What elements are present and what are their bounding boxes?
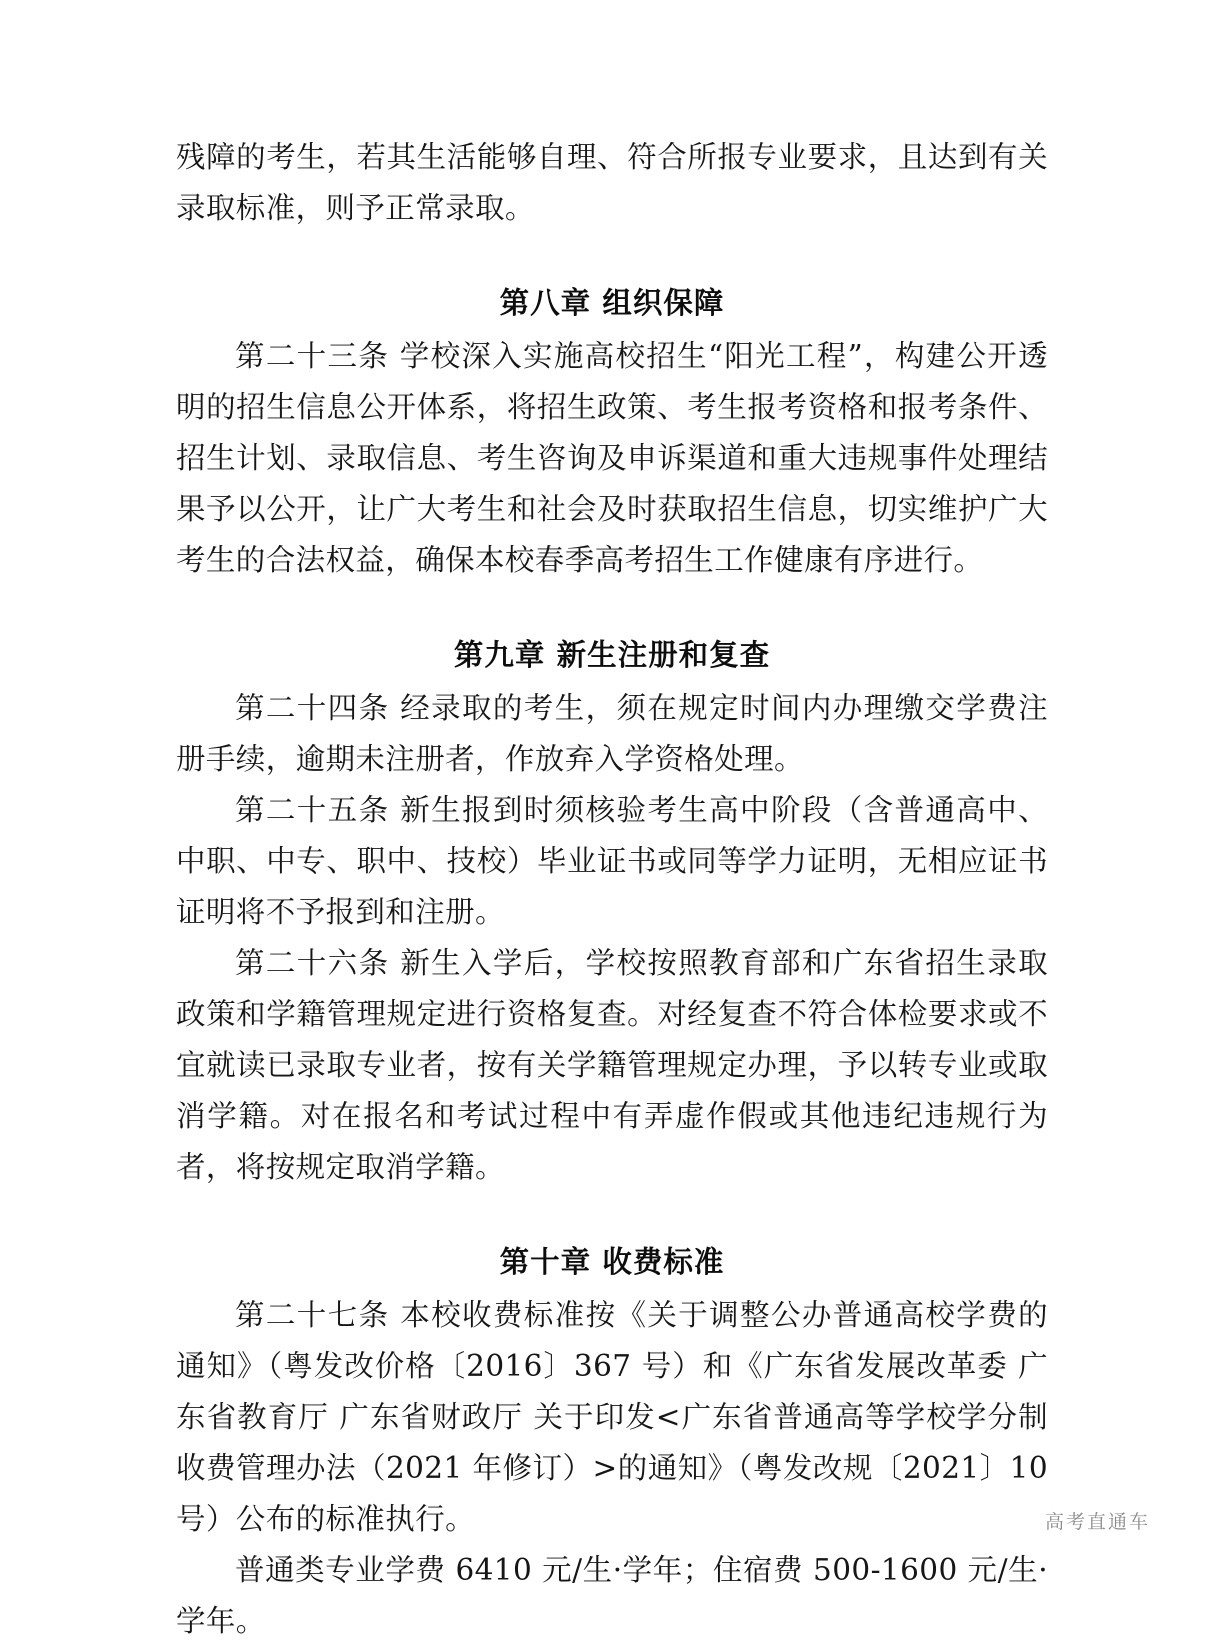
paragraph-article-27: 第二十七条 本校收费标准按《关于调整公办普通高校学费的通知》（粤发改价格〔2016〕367 号）和《广东省发展改革委 广东省教育厅 广东省财政厅 关于印发<广东省普通高等学校学分制收费管理办法（2021 年修订）>的通知》（粤发改规〔2021〕10 号）公布的标准执行。 xyxy=(176,1298,1048,1536)
paragraph-article-25: 第二十五条 新生报到时须核验考生高中阶段（含普通高中、中职、中专、职中、技校）毕业证书或同等学力证明，无相应证书证明将不予报到和注册。 xyxy=(176,793,1048,929)
spacer xyxy=(176,234,1048,278)
paragraph-article-23: 第二十三条 学校深入实施高校招生“阳光工程”，构建公开透明的招生信息公开体系，将招生政策、考生报考资格和报考条件、招生计划、录取信息、考生咨询及申诉渠道和重大违规事件处理结果予以公开，让广大考生和社会及时获取招生信息，切实维护广大考生的合法权益，确保本校春季高考招生工作健康有序进行。 xyxy=(176,339,1048,577)
paragraph-tuition-fees: 普通类专业学费 6410 元/生·学年；住宿费 500-1600 元/生·学年。 xyxy=(176,1553,1048,1638)
paragraph-article-24: 第二十四条 经录取的考生，须在规定时间内办理缴交学费注册手续，逾期未注册者，作放弃入学资格处理。 xyxy=(176,691,1048,776)
paragraph-disability-admission: 残障的考生，若其生活能够自理、符合所报专业要求，且达到有关录取标准，则予正常录取。 xyxy=(176,140,1048,225)
watermark-label: 高考直通车 xyxy=(1044,1511,1150,1533)
paragraph-article-26: 第二十六条 新生入学后，学校按照教育部和广东省招生录取政策和学籍管理规定进行资格复查。对经复查不符合体检要求或不宜就读已录取专业者，按有关学籍管理规定办理，予以转专业或取消学籍。对在报名和考试过程中有弄虚作假或其他违纪违规行为者，将按规定取消学籍。 xyxy=(176,946,1048,1184)
spacer xyxy=(176,586,1048,630)
document-body xyxy=(176,132,1048,1647)
spacer xyxy=(176,1193,1048,1237)
chapter-heading-nine: 第九章 新生注册和复查 xyxy=(453,638,771,672)
chapter-heading-ten: 第十章 收费标准 xyxy=(499,1245,725,1279)
chapter-heading-eight: 第八章 组织保障 xyxy=(499,286,725,320)
